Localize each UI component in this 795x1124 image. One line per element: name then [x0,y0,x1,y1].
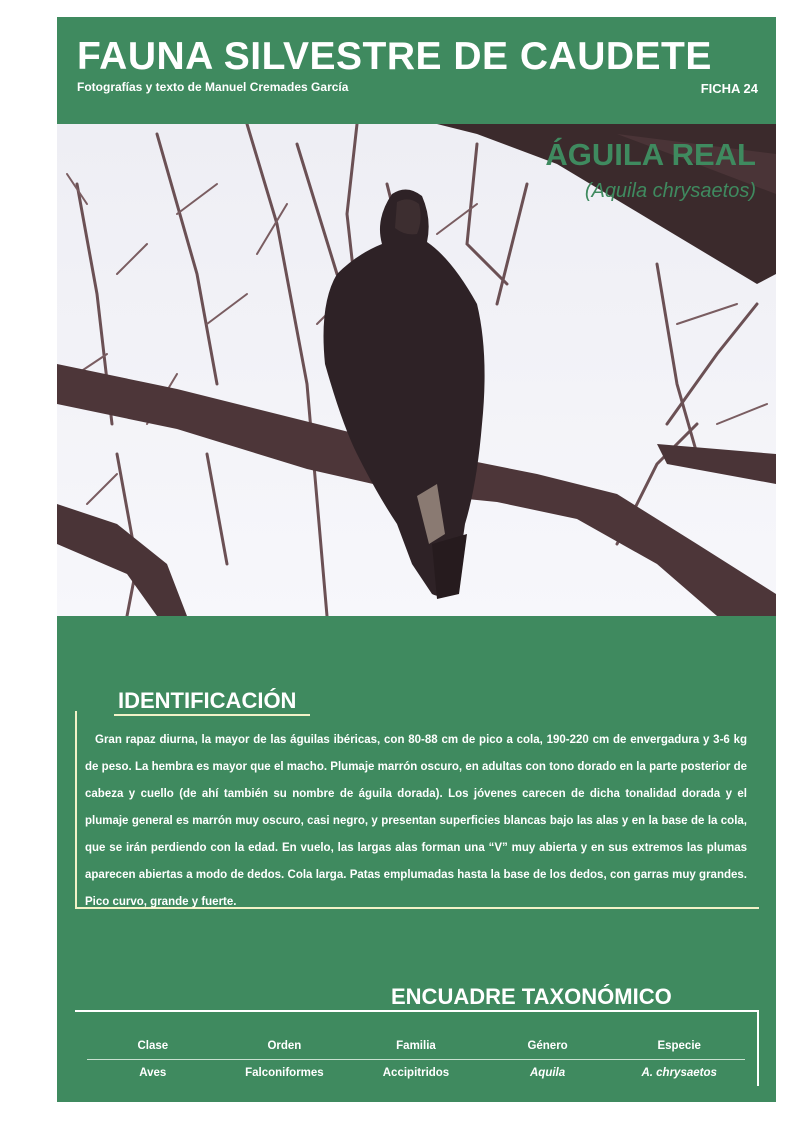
taxonomy-header-row [87,1033,745,1060]
page-title: FAUNA SILVESTRE DE CAUDETE [77,35,712,78]
identification-text: Gran rapaz diurna, la mayor de las águilas ibéricas, con 80-88 cm de pico a cola, 190-220 cm de envergadura y 3-6 kg de peso. La hembra es mayor que el macho. Plumaje marrón oscuro, en adultas con tono dorado en la parte posterior de cabeza y cuello (de ahí también su nombre de águila dorada). Los jóvenes carecen de dicha tonalidad dorada y el plumaje general es marrón muy oscuro, casi negro, y presentan superficies blancas bajo las alas y en la base de la cola, que se irán perdiendo con la edad. En vuelo, las largas alas forman una “V” muy abierta y en sus extremos las plumas aparecen abiertas a modo de dedos. Cola larga. Patas emplumadas hasta la base de los dedos, con garras muy grandes. Pico curvo, grande y fuerte. [85,734,747,908]
tax-value-clase: Aves [139,1067,167,1079]
tax-value-especie: A. chrysaetos [641,1067,717,1079]
species-common-name: ÁGUILA REAL [545,137,756,172]
taxonomy-heading: ENCUADRE TAXONÓMICO [391,984,672,1009]
tax-value-genero: Aquila [530,1067,566,1079]
taxonomy-table [87,1033,745,1086]
tax-header-especie: Especie [613,1033,745,1060]
tax-header-clase: Clase [87,1033,219,1060]
tax-header-familia: Familia [350,1033,482,1060]
taxonomy-value-row [87,1060,745,1087]
sheet-number: FICHA 24 [700,81,758,96]
author-credit: Fotografías y texto de Manuel Cremades García [77,80,349,94]
tax-value-orden: Falconiformes [245,1067,324,1079]
species-scientific-name: (Aquila chrysaetos) [584,180,756,202]
tax-header-genero: Género [482,1033,614,1060]
identification-heading: IDENTIFICACIÓN [118,688,297,713]
fact-sheet [57,17,776,1102]
tax-value-familia: Accipitridos [382,1067,450,1079]
tax-header-orden: Orden [219,1033,351,1060]
